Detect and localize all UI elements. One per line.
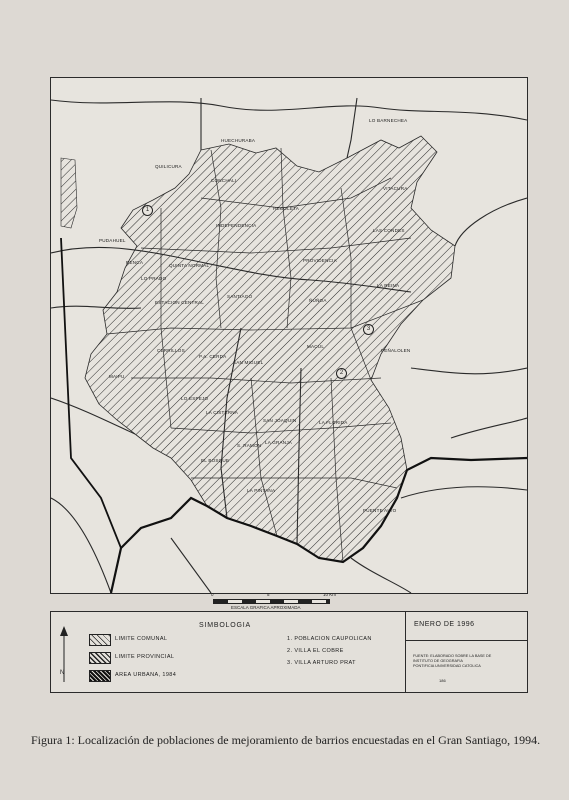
label-renca: RENCA: [126, 260, 144, 265]
map-source: FUENTE: ELABORADO SOBRE LA BASE DE INSTITUTO DE GEOGRAFIA PONTIFICIA UNIVERSIDAD CATOLICA: [413, 654, 492, 668]
label-macul: MACUL: [307, 344, 325, 349]
label-estacion-central: ESTACION CENTRAL: [155, 300, 205, 305]
label-nunoa: ÑUÑOA: [309, 298, 327, 303]
scale-tick-10: 10 Km: [323, 592, 337, 597]
legend-divider: [405, 612, 406, 692]
scale-caption: ESCALA GRAFICA APROXIMADA: [231, 605, 301, 610]
scale-tick-5: 5: [267, 592, 270, 597]
marker-2: 2: [336, 368, 347, 379]
label-pudahuel: PUDAHUEL: [99, 238, 126, 243]
label-lo-espejo: LO ESPEJO: [181, 396, 209, 401]
symbol-commune-limit: [89, 634, 111, 646]
label-maipu: MAIPU: [109, 374, 125, 379]
label-quilicura: QUILICURA: [155, 164, 182, 169]
bleed-through-text: [30, 0, 550, 80]
label-san-miguel: SAN MIGUEL: [233, 360, 264, 365]
label-vitacura: VITACURA: [383, 186, 408, 191]
label-la-granja: LA GRANJA: [265, 440, 293, 445]
label-la-cisterna: LA CISTERNA: [206, 410, 239, 415]
legend-item-commune: LIMITE COMUNAL: [115, 636, 168, 642]
label-el-bosque: EL BOSQUE: [201, 458, 230, 463]
label-huechuraba: HUECHURABA: [221, 138, 256, 143]
label-independencia: INDEPENDENCIA: [216, 223, 257, 228]
label-conchali: CONCHALI: [211, 178, 237, 183]
legend-box: [50, 611, 528, 693]
marker-3: 3: [363, 324, 374, 335]
legend-place-1: 1. POBLACION CAUPOLICAN: [287, 636, 372, 642]
map-date: ENERO DE 1996: [414, 621, 475, 628]
label-cerrillos: CERRILLOS: [157, 348, 185, 353]
legend-hline: [405, 640, 527, 641]
symbol-urban-area: [89, 670, 111, 682]
svg-text:N: N: [60, 670, 65, 676]
label-lo-barnechea: LO BARNECHEA: [369, 118, 408, 123]
symbol-province-limit: [89, 652, 111, 664]
label-pac: P.A. CERDA: [199, 354, 227, 359]
legend-item-urban: AREA URBANA, 1984: [115, 672, 177, 678]
label-san-ramon: S. RAMON: [237, 443, 262, 448]
label-la-reina: LA REINA: [377, 283, 400, 288]
label-puente-alto: PUENTE ALTO: [363, 508, 397, 513]
map-code: 186: [439, 678, 446, 683]
north-arrow-icon: [59, 626, 69, 684]
legend-title: SIMBOLOGIA: [199, 622, 251, 629]
label-las-condes: LAS CONDES: [373, 228, 405, 233]
scale-graphic: [213, 599, 330, 604]
label-la-florida: LA FLORIDA: [319, 420, 348, 425]
legend-item-province: LIMITE PROVINCIAL: [115, 654, 175, 660]
label-lo-prado: LO PRADO: [141, 276, 167, 281]
label-providencia: PROVIDENCIA: [303, 258, 337, 263]
scale-tick-0: 0: [211, 592, 214, 597]
scale-bar: [195, 592, 345, 612]
map-frame: [50, 77, 528, 594]
legend-place-3: 3. VILLA ARTURO PRAT: [287, 660, 356, 666]
legend-place-2: 2. VILLA EL COBRE: [287, 648, 344, 654]
label-recoleta: RECOLETA: [273, 206, 300, 211]
label-quinta-normal: QUINTA NORMAL: [169, 263, 210, 268]
label-la-pintana: LA PINTANA: [247, 488, 276, 493]
label-san-joaquin: SAN JOAQUIN: [263, 418, 297, 423]
label-santiago: SANTIAGO: [227, 294, 253, 299]
map-drawing: [51, 78, 527, 593]
marker-1: 1: [142, 205, 153, 216]
figure-caption: Figura 1: Localización de poblaciones de mejoramiento de barrios encuestadas en el Gran Santiago, 1994.: [31, 733, 541, 747]
label-penalolen: PEÑALOLEN: [381, 348, 411, 353]
